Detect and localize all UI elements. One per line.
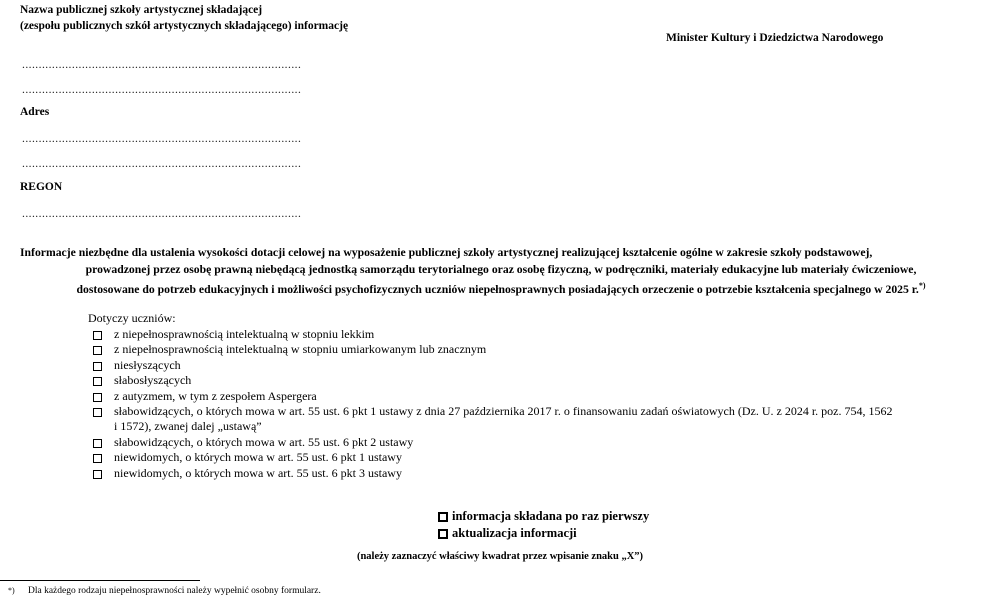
- list-item-label: niesłyszących: [114, 357, 181, 372]
- footnote-text: Dla każdego rodzaju niepełnosprawności należy wypełnić osobny formularz.: [28, 586, 321, 596]
- main-paragraph-line-1: Informacje niezbędne dla ustalenia wysokości dotacji celowej na wyposażenie publicznej szkoły artystycznej realizującej kształcenie ogólne w zakresie szkoły podstawowej,: [20, 246, 873, 259]
- address-dotted-line-1[interactable]: ....................................................................................: [22, 134, 302, 145]
- submission-type-group: [438, 508, 649, 542]
- list-item[interactable]: [88, 404, 892, 435]
- footnote: [8, 586, 321, 596]
- main-paragraph-line-2: prowadzonej przez osobę prawną niebędącą jednostką samorządu terytorialnego oraz osobę fizyczną, w podręczniki, materiały edukacyjne lub materiały ćwiczeniowe,: [85, 262, 917, 276]
- students-section: [88, 311, 892, 481]
- list-item[interactable]: [88, 327, 892, 342]
- main-paragraph: [20, 245, 982, 298]
- checkbox-icon[interactable]: [93, 393, 102, 402]
- list-item-label-continued: i 1572), zwanej dalej „ustawą”: [114, 419, 262, 434]
- submission-type-first-time[interactable]: [438, 508, 649, 525]
- regon-dotted-line[interactable]: ....................................................................................: [22, 209, 302, 220]
- addressee-minister: Minister Kultury i Dziedzictwa Narodowego: [666, 32, 884, 44]
- checkbox-icon[interactable]: [93, 346, 102, 355]
- submission-type-update-label: aktualizacja informacji: [452, 526, 577, 540]
- list-item[interactable]: [88, 358, 892, 373]
- list-item-label: niewidomych, o których mowa w art. 55 ust. 6 pkt 3 ustawy: [114, 465, 402, 480]
- list-item[interactable]: [88, 389, 892, 404]
- main-paragraph-line-3: [20, 278, 982, 298]
- list-item[interactable]: [88, 342, 892, 357]
- checkbox-icon[interactable]: [93, 377, 102, 386]
- footnote-mark: *): [8, 586, 15, 595]
- checkbox-icon[interactable]: [93, 408, 102, 417]
- address-label: Adres: [20, 106, 50, 118]
- submission-instruction: (należy zaznaczyć właściwy kwadrat przez wpisanie znaku „X”): [356, 551, 644, 562]
- list-item-label: słabosłyszących: [114, 373, 192, 388]
- list-item[interactable]: [88, 450, 892, 465]
- school-name-line-1: Nazwa publicznej szkoły artystycznej składającej: [20, 4, 263, 16]
- school-name-header: [20, 3, 348, 34]
- name-dotted-line-1[interactable]: ....................................................................................: [22, 60, 302, 71]
- checkbox-icon[interactable]: [438, 512, 448, 522]
- list-item-label: słabowidzących, o których mowa w art. 55 ust. 6 pkt 2 ustawy: [114, 434, 414, 449]
- list-item-label: z niepełnosprawnością intelektualną w stopniu umiarkowanym lub znacznym: [114, 342, 487, 357]
- main-paragraph-line-3-text: dostosowane do potrzeb edukacyjnych i możliwości psychofizycznych uczniów niepełnosprawnych posiadających orzeczenie o potrzebie kształcenia specjalnego w 2025 r.: [76, 282, 919, 296]
- regon-label: REGON: [20, 181, 63, 193]
- footnote-divider: [0, 580, 200, 581]
- checkbox-icon[interactable]: [93, 362, 102, 371]
- checkbox-icon[interactable]: [438, 529, 448, 539]
- checkbox-icon[interactable]: [93, 331, 102, 340]
- checkbox-icon[interactable]: [93, 454, 102, 463]
- list-item[interactable]: [88, 373, 892, 388]
- list-item-label: niewidomych, o których mowa w art. 55 ust. 6 pkt 1 ustawy: [114, 450, 402, 465]
- name-dotted-line-2[interactable]: ....................................................................................: [22, 85, 302, 96]
- list-item[interactable]: [88, 466, 892, 481]
- submission-type-first-time-label: informacja składana po raz pierwszy: [452, 509, 650, 523]
- school-name-line-2: (zespołu publicznych szkół artystycznych składającego) informację: [20, 19, 349, 32]
- students-section-title: Dotyczy uczniów:: [88, 311, 176, 325]
- address-dotted-line-2[interactable]: ....................................................................................: [22, 159, 302, 170]
- list-item-label: z niepełnosprawnością intelektualną w stopniu lekkim: [114, 326, 375, 341]
- list-item-label: z autyzmem, w tym z zespołem Aspergera: [114, 388, 317, 403]
- checkbox-icon[interactable]: [93, 470, 102, 479]
- submission-type-update[interactable]: [438, 525, 649, 542]
- list-item[interactable]: [88, 435, 892, 450]
- main-paragraph-footnote-mark: *): [918, 281, 926, 290]
- list-item-label: słabowidzących, o których mowa w art. 55 ust. 6 pkt 1 ustawy z dnia 27 października 2017 r. o finansowaniu zadań oświatowych (Dz. U. z 2024 r. poz. 754, 1562: [114, 403, 893, 418]
- checkbox-icon[interactable]: [93, 439, 102, 448]
